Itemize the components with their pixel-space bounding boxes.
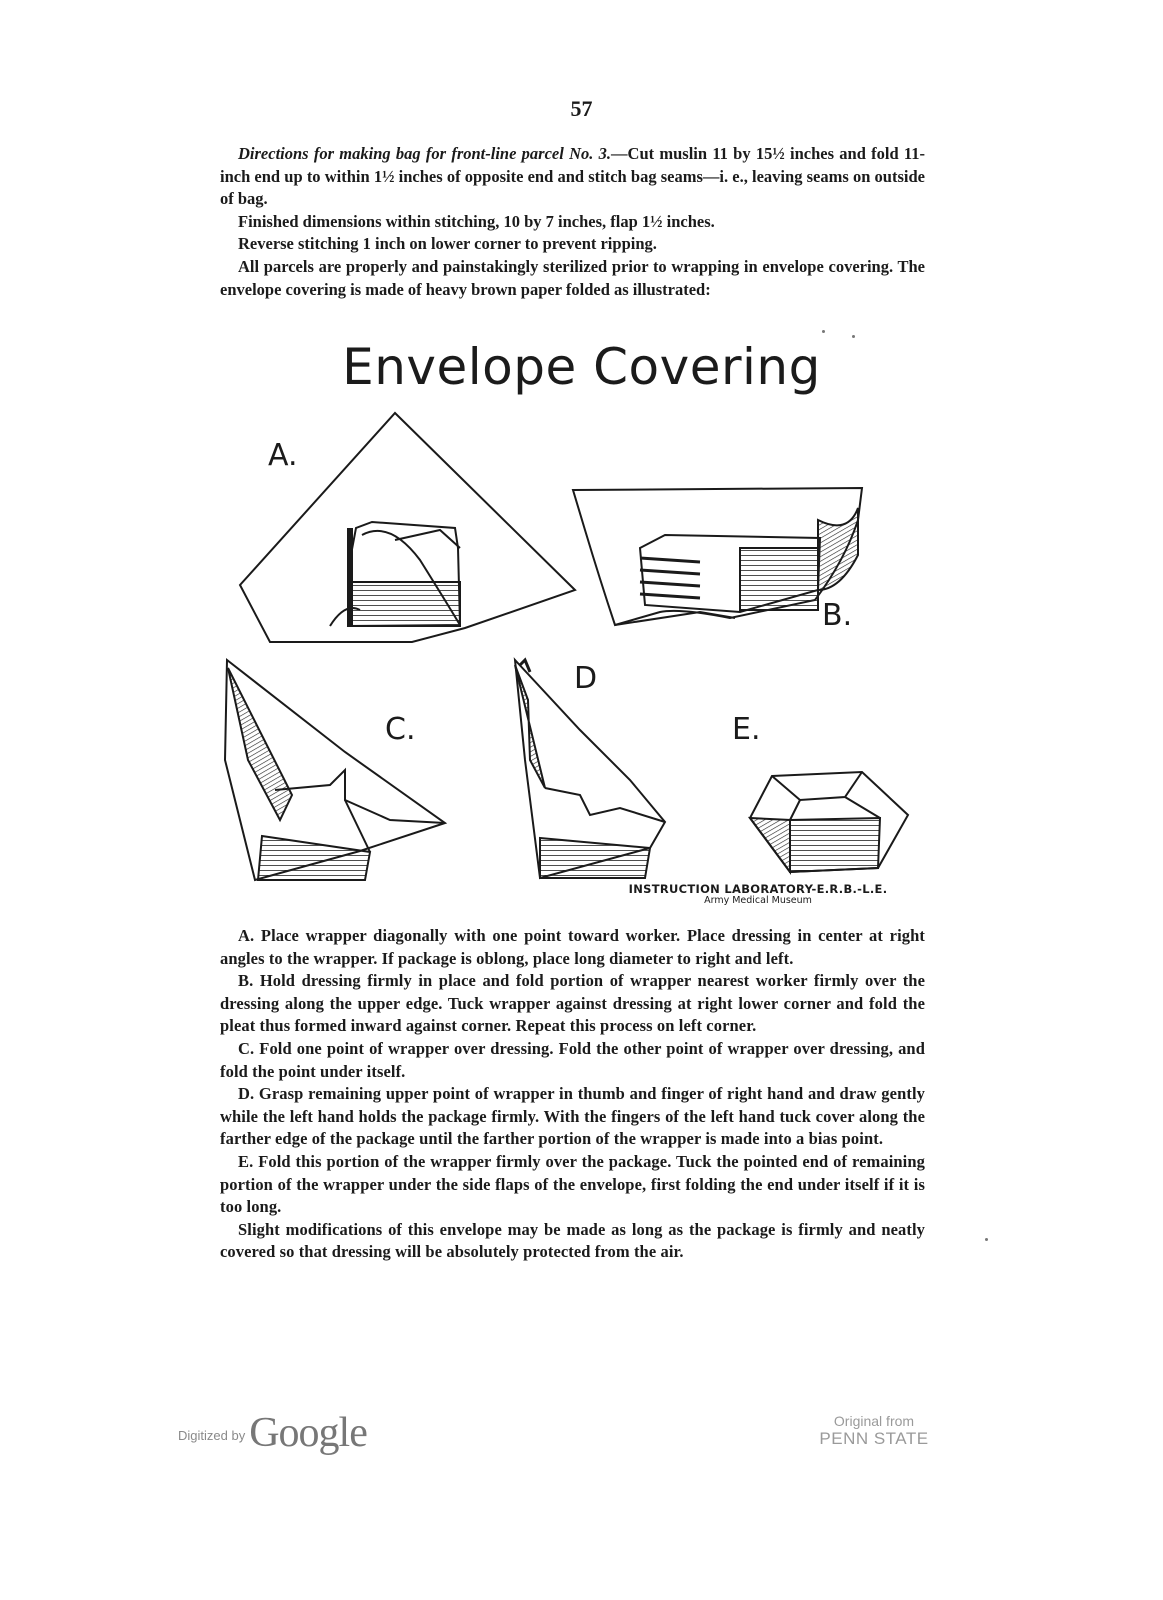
steps-text — [220, 925, 925, 1264]
step-c: C. Fold one point of wrapper over dressing. Fold the other point of wrapper over dressing, and fold the point under itself. — [220, 1038, 925, 1081]
speck — [822, 330, 825, 333]
step-d: D. Grasp remaining upper point of wrapper in thumb and finger of right hand and draw gently while the left hand holds the package firmly. With the fingers of the left hand tuck cover along the farther edge of the package until the farther portion of the wrapper is made into a bias point. — [220, 1084, 925, 1149]
closing-note: Slight modifications of this envelope may be made as long as the package is firmly and neatly covered so that dressing will be absolutely protected from the air. — [220, 1219, 925, 1262]
digitized-by-google — [178, 1409, 367, 1457]
figure-label-c: C. — [385, 712, 416, 747]
page-number: 57 — [570, 96, 593, 121]
figure-b-drawing — [573, 488, 862, 625]
intro-paragraph-4: All parcels are properly and painstakingly sterilized prior to wrapping in envelope covering. The envelope covering is made of heavy brown paper folded as illustrated: — [220, 256, 925, 299]
figure-e-drawing — [750, 772, 908, 872]
figure-title: Envelope Covering — [342, 338, 821, 396]
credit-line-1: INSTRUCTION LABORATORY-E.R.B.-L.E. — [628, 882, 888, 896]
step-b: B. Hold dressing firmly in place and fold portion of wrapper nearest worker firmly over the dressing along the upper edge. Tuck wrapper against dressing at right lower corner and fold the pleat thus formed inward against corner. Repeat this process on left corner. — [220, 971, 925, 1036]
google-logo-text: Google — [249, 1410, 367, 1456]
step-a: A. Place wrapper diagonally with one point toward worker. Place dressing in center at right angles to the wrapper. If package is oblong, place long diameter to right and left. — [220, 926, 925, 968]
intro-paragraph-3: Reverse stitching 1 inch on lower corner to prevent ripping. — [238, 234, 657, 254]
figure-label-a: A. — [268, 438, 298, 473]
credit-line-2: Army Medical Museum — [704, 895, 812, 906]
intro-paragraph-2: Finished dimensions within stitching, 10 by 7 inches, flap 1½ inches. — [238, 211, 715, 231]
figure-c-drawing — [225, 660, 445, 880]
speck — [985, 1238, 988, 1241]
figure-label-b: B. — [822, 598, 853, 633]
speck — [852, 335, 855, 338]
original-from — [814, 1413, 934, 1449]
figure-label-d: D — [574, 661, 598, 696]
digitized-by-label: Digitized by — [178, 1428, 246, 1443]
figure-credit — [628, 882, 888, 906]
step-e: E. Fold this portion of the wrapper firmly over the package. Tuck the pointed end of remaining portion of the wrapper under the side flaps of the envelope, first folding the end under itself if it is too long. — [220, 1151, 925, 1217]
original-from-label: Original from — [833, 1413, 915, 1429]
intro-p1-rest: —Cut muslin 11 by 15½ inches and fold 11-inch end up to within 1½ inches of opposite end and stitch bag seams—i. e., leaving seams on outside of bag. — [220, 144, 925, 209]
intro-lead: Directions for making bag for front-line parcel No. 3. — [238, 144, 612, 163]
figure-label-e: E. — [732, 712, 761, 747]
institution-name: PENN STATE — [819, 1429, 929, 1448]
